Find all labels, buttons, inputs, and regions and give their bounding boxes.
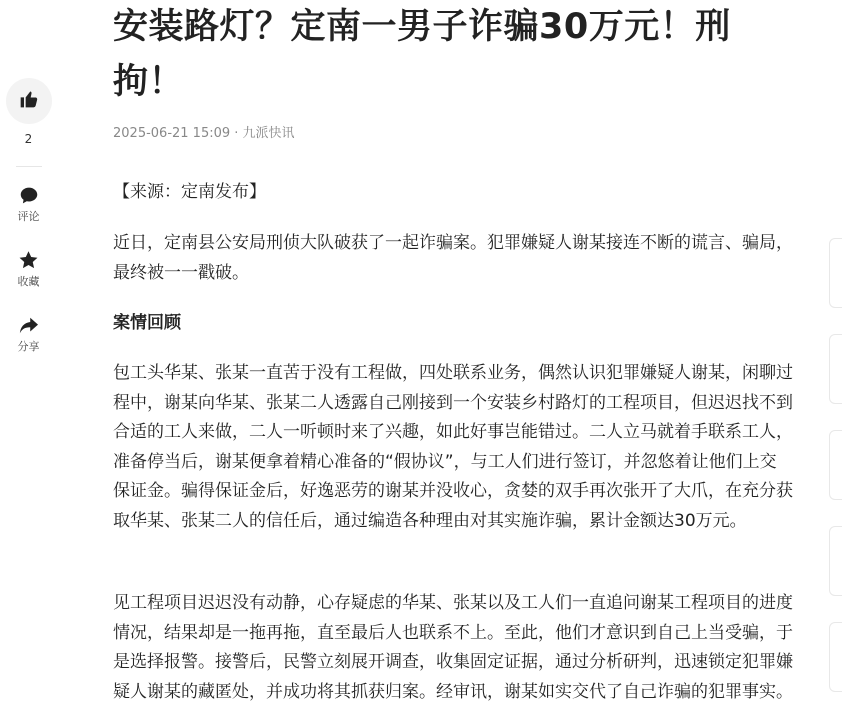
article-paragraph-2: 见工程项目迟迟没有动静，心存疑虑的华某、张某以及工人们一直追问谢某工程项目的进度情况，结果却是一拖再拖，直至最后人也联系不上。至此，他们才意识到自己上当受骗，于是选择报警。接警后，民警立刻展开调查，收集固定证据，通过分析研判，迅速锁定犯罪嫌疑人谢某的藏匿处，并成功将其抓获归案。经审讯，谢某如实交代了自己诈骗的犯罪事实。 (113, 593, 793, 702)
recommendation-card[interactable] (829, 238, 842, 308)
sidebar-divider (16, 166, 42, 167)
share-label: 分享 (17, 340, 40, 353)
like-button[interactable] (6, 78, 52, 124)
comment-label: 评论 (17, 210, 40, 223)
comment-icon (19, 186, 39, 205)
star-icon (18, 250, 39, 270)
recommendation-card[interactable] (829, 430, 842, 500)
article-meta: 2025-06-21 15:09 · 九派快讯 (113, 126, 295, 141)
share-arrow-icon (18, 316, 39, 335)
comment-button[interactable] (0, 186, 57, 224)
thumbs-up-icon (19, 89, 39, 113)
like-count: 2 (24, 132, 33, 146)
collect-label: 收藏 (17, 275, 40, 288)
article-source: 【来源：定南发布】 (113, 182, 266, 202)
article-title: 安装路灯？定南一男子诈骗30万元！刑拘！ (113, 7, 731, 102)
recommendation-card[interactable] (829, 526, 842, 596)
collect-button[interactable] (0, 250, 57, 289)
recommendation-card[interactable] (829, 334, 842, 404)
action-sidebar (0, 0, 60, 720)
article-intro: 近日，定南县公安局刑侦大队破获了一起诈骗案。犯罪嫌疑人谢某接连不断的谎言、骗局，最终被一一戳破。 (113, 233, 793, 283)
share-button[interactable] (0, 316, 57, 354)
section-heading: 案情回顾 (113, 313, 181, 333)
recommendation-cards-edge (829, 0, 842, 720)
article-paragraph-1: 包工头华某、张某一直苦于没有工程做，四处联系业务，偶然认识犯罪嫌疑人谢某，闲聊过程中，谢某向华某、张某二人透露自己刚接到一个安装乡村路灯的工程项目，但迟迟找不到合适的工人来做，二人一听顿时来了兴趣，如此好事岂能错过。二人立马就着手联系工人，准备停当后，谢某便拿着精心准备的“假协议”，与工人们进行签订，并忽悠着让他们上交保证金。骗得保证金后，好逸恶劳的谢某并没收心，贪婪的双手再次张开了大爪，在充分获取华某、张某二人的信任后，通过编造各种理由对其实施诈骗，累计金额达30万元。 (113, 363, 793, 531)
recommendation-card[interactable] (829, 622, 842, 692)
